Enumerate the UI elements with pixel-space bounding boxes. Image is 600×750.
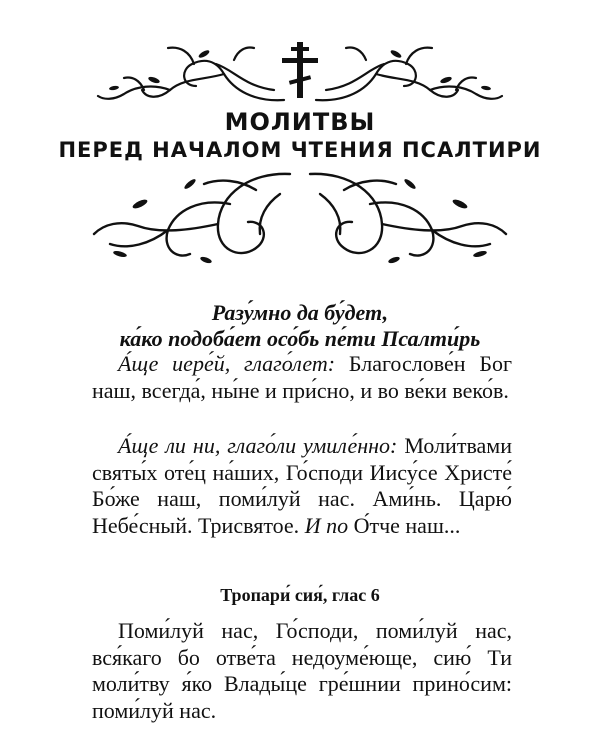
paragraph-layman-prayer [92,433,512,539]
section-heading-line-1: Разу́мно да бу́дет, [211,300,389,325]
prayer-text-2: О́тче наш... [348,512,461,538]
rubric-italic-2: И по [299,512,349,538]
paragraph-troparion: Поми́луй нас, Го́споди, поми́луй нас, вся́каго бо отве́та недоуме́юще, сию́ Ти моли́тву я́ко Влады́це гре́шнии прино́сим: поми́луй нас. [92,618,512,723]
title-line-1: МОЛИТВЫ [224,108,376,136]
floral-ornament-icon [94,174,506,256]
orthodox-cross-icon [282,42,318,98]
prayer-text: Благослове́н Бог наш, всегда́, ны́не и при́сно, и во ве́ки веко́в. [92,351,512,403]
section-heading-line-2: ка́ко подоба́ет осо́бь пе́ти Псалти́рь [119,326,481,351]
title-line-2: ПЕРЕД НАЧАЛОМ ЧТЕНИЯ ПСАЛТИРИ [58,138,542,162]
prayer-text: Моли́твами святы́х оте́ц на́ших, Го́споди Иису́се Христе́ Бо́же наш, поми́луй нас. Ами́нь. Царю́ Небе́сный. Трисвятое. [92,433,512,538]
rubric-italic: А́ще иере́й, глаго́лет: [118,351,336,376]
bottom-floral-ornament [80,164,520,274]
troparia-heading: Тропари́ сия́, глас 6 [220,585,380,605]
rubric-italic: А́ще ли ни, глаго́ли умиле́нно: [118,433,398,458]
paragraph-priest-blessing [92,351,512,404]
